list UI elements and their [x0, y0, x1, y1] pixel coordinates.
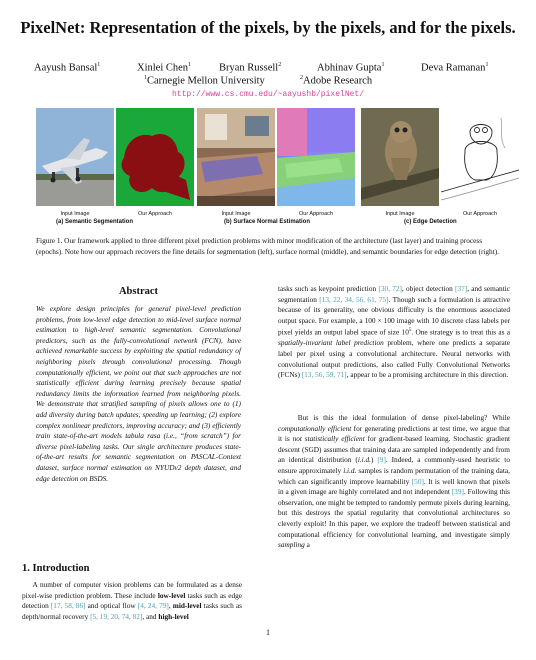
intro-paragraph-2: But is this the ideal formulation of dense pixel-labeling? While computationally efficient for generating predictions at test time, we argue that it is not statistically efficient for gradient-based learning. Stochastic gradient descent (SGD) assumes that training data are sampled independently and from an identical distribution (i.i.d.) [9]. Indeed, a commonly-used heuristic to ensure approximately i.i.d. samples is random permutation of the training data, which can significantly improve learnability [50]. It is well known that pixels in a given image are highly correlated and not independent [39]. Following this observation, one might be tempted to randomly permute pixels during learning, but this destroys the spatial regularity that convolutional architectures so cleverly exploit! In this paper, we explore the tradeoff between statistical and computational efficiency for convolutional learning, and investigate simply sampling a — [278, 413, 511, 550]
author-5: Deva Ramanan$^1$ — [421, 62, 489, 74]
author-4: Abhinav Gupta$^1$ — [317, 62, 385, 74]
label-approach-2: Our Approach — [299, 211, 333, 217]
author-3: Bryan Russell$^2$ — [219, 62, 282, 74]
affiliation-cmu: $^1$Carnegie Mellon University — [144, 75, 265, 87]
project-url[interactable]: http://www.cs.cmu.edu/~aayushb/pixelNet/ — [171, 90, 365, 99]
author-2: Xinlei Chen$^1$ — [137, 62, 192, 74]
author-1: Aayush Bansal$^1$ — [34, 62, 101, 74]
intro-heading: 1. Introduction — [22, 563, 90, 574]
page-number: 1 — [266, 628, 270, 637]
citation-link[interactable]: [30, 72] — [378, 284, 402, 293]
citation-link[interactable]: [17, 58, 86] — [50, 601, 86, 611]
label-approach-3: Our Approach — [463, 211, 497, 217]
citation-link[interactable]: [9] — [377, 455, 386, 465]
output-segmentation — [116, 108, 194, 206]
citation-link[interactable]: [4, 24, 79] — [137, 601, 169, 611]
label-input-2: Input Image — [221, 211, 251, 217]
affiliation-adobe: $^2$Adobe Research — [300, 75, 373, 87]
subcaption-edge-detection: (c) Edge Detection — [404, 219, 457, 225]
input-image-airplane — [36, 108, 114, 206]
subcaption-surface-normal: (b) Surface Normal Estimation — [224, 219, 311, 225]
citation-link[interactable]: [50] — [411, 476, 424, 486]
abstract-text: We explore design principles for general pixel-level prediction problems, from low-level edge detection to mid-level surface normal estimation to high-level semantic segmentation. Convolutional predictors, such as the fully-convolutional network (FCN), have achieved remarkable success by exploiting the spatial redundancy of neighboring pixels through convolutional processing. Though computationally efficient, we point out that such approaches are not statistically efficient during learning precisely because spatial redundancy limits the information learned from neighboring pixels. We demonstrate that stratified sampling of pixels allows one to (1) add diversity during batch updates, speeding up learning; (2) explore complex nonlinear predictors, improving accuracy; and (3) efficiently train state-of-the-art models tabula rasa (i.e., “from scratch”) for diverse pixel-labeling tasks. Our single architecture produces state-of-the-art results for semantic segmentation on PASCAL-Context dataset, surface normal estimation on NYUDv2 depth dataset, and edge detection on BSDS. — [36, 304, 241, 483]
input-image-owl — [361, 108, 439, 206]
intro-paragraph-continued: tasks such as keypoint prediction [30, 72], object detection [37], and semantic segmentation [13, 22, 34, 56, 61, 75]. Though such a formulation is attractive because of its generality, one obvious difficulty is the enormous associated output space. For example, a 100 × 100 image with 10 discrete class labels per pixel yields an output label space of size $10^5$. One strategy is to treat this as a spatially-invariant label prediction problem, where one predicts a separate label per pixel using a convolutional architecture. Neural networks with convolutional output predictions, also called Fully Convolutional Networks (FCNs) [13, 56, 59, 71], appear to be a promising architecture in this direction. — [278, 284, 511, 380]
output-edge-detection — [441, 108, 519, 206]
label-input-3: Input Image — [385, 211, 415, 217]
citation-link[interactable]: [39] — [451, 487, 464, 497]
citation-link[interactable]: [13, 22, 34, 56, 61, 75] — [319, 294, 389, 304]
citation-link[interactable]: [13, 56, 59, 71] — [301, 370, 347, 380]
output-surface-normal — [277, 108, 355, 206]
figure-caption: Figure 1. Our framework applied to three different pixel prediction problems with minor modification of the architecture (last layer) and training process (epochs). Note how our approach recovers the fine details for segmentation (left), surface normal (middle), and semantic boundaries for edge detection (right). — [36, 236, 499, 256]
label-approach-1: Our Approach — [138, 211, 172, 217]
input-image-bedroom — [197, 108, 275, 206]
subcaption-segmentation: (a) Semantic Segmentation — [56, 219, 134, 225]
label-input-1: Input Image — [60, 211, 90, 217]
abstract-heading: Abstract — [118, 286, 159, 297]
paper-title: PixelNet: Representation of the pixels, by the pixels, and for the pixels. — [20, 18, 516, 37]
citation-link[interactable]: [37] — [455, 284, 468, 293]
citation-link[interactable]: [5, 19, 20, 74, 82] — [90, 611, 143, 621]
intro-paragraph: A number of computer vision problems can be formulated as a dense pixel-wise prediction problem. These include low-level tasks such as edge detection [17, 58, 86] and optical flow [4, 24, 79], mid-level tasks such as depth/normal recovery [5, 19, 20, 74, 82], and high-level — [22, 580, 242, 621]
